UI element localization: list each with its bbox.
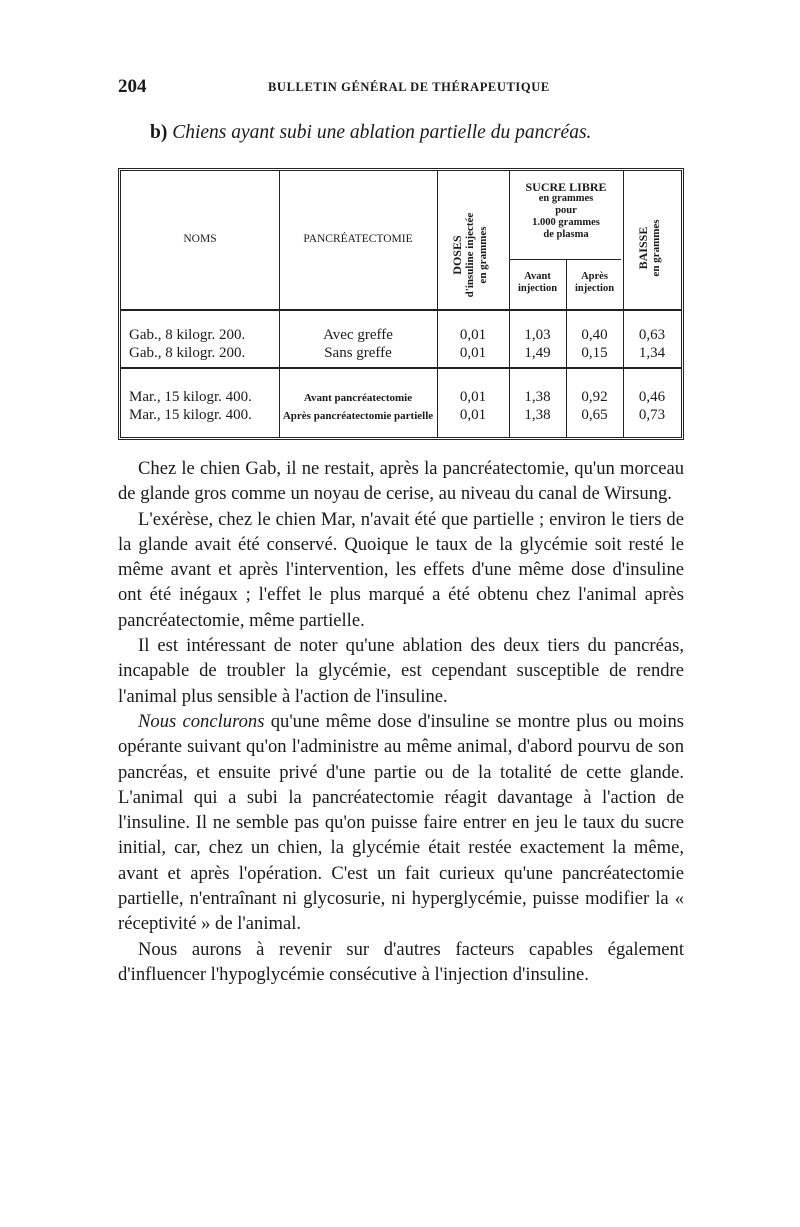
paragraph: Nous aurons à revenir sur d'autres facteurs capables également d'influencer l'hypoglycémie consécutive à l'injection d'insuline. [118, 938, 684, 985]
header-doses: DOSES d'insuline injectée en grammes [450, 212, 489, 298]
header-avant: Avant injection [517, 271, 558, 294]
row-apres: 0,40 [581, 327, 608, 343]
running-head: BULLETIN GÉNÉRAL DE THÉRAPEUTIQUE [268, 80, 550, 94]
row-pancreatectomie: Sans greffe [324, 345, 392, 361]
section-letter: b) [150, 122, 168, 143]
row-dose: 0,01 [459, 327, 487, 343]
row-baisse: 1,34 [638, 345, 666, 361]
group-rule [121, 367, 681, 369]
row-nom: Gab., 8 kilogr. 200. [129, 327, 246, 343]
row-apres: 0,92 [581, 389, 608, 405]
row-apres: 0,65 [581, 407, 608, 423]
row-avant: 1,38 [524, 389, 551, 405]
row-pancreatectomie: Avec greffe [323, 327, 393, 343]
header-rule [121, 309, 681, 311]
row-nom: Mar., 15 kilogr. 400. [129, 389, 252, 405]
header-apres: Après injection [574, 271, 615, 294]
row-dose: 0,01 [459, 389, 487, 405]
page-number: 204 [118, 76, 147, 97]
row-baisse: 0,63 [638, 327, 666, 343]
row-avant: 1,03 [524, 327, 551, 343]
row-pancreatectomie: Avant pancréatectomie [303, 392, 413, 404]
emphasis: Nous conclurons [138, 710, 265, 732]
paragraph: L'exérèse, chez le chien Mar, n'avait été que partielle ; environ le tiers de la glande avait été conservé. Quoique le taux de la glycémie soit resté le même avant et après l'intervention, les effets d'une même dose d'insuline ont été inégaux ; l'effet le plus marqué a été obtenu chez l'animal après pancréatectomie, même partielle. [118, 508, 684, 631]
section-title [150, 122, 591, 144]
paragraph-rest: qu'une même dose d'insuline se montre plus ou moins opérante suivant qu'on l'administre au même animal, d'abord pourvu de son pancréas, et ensuite privé d'une partie ou de la totalité de cette glande. L'animal qui a subi la pancréatectomie réagit davantage à l'action de l'insuline. Il ne semble pas qu'on puisse faire entrer en jeu le taux du sucre initial, car, chez un chien, la glycémie était restée exactement la même, avant et après l'opération. C'est un fait curieux qu'une pancréatectomie partielle, n'entraînant ni glycosurie, ni hyperglycémie, puisse modifier la « réceptivité » de l'animal. [118, 710, 684, 935]
row-pancreatectomie: Après pancréatectomie partielle [282, 410, 434, 422]
header-baisse: BAISSE en grammes [636, 219, 662, 277]
row-dose: 0,01 [459, 345, 487, 361]
results-table [118, 168, 684, 440]
header-pancreatectomie: PANCRÉATECTOMIE [303, 233, 413, 245]
row-avant: 1,38 [524, 407, 551, 423]
paragraph: Chez le chien Gab, il ne restait, après la pancréatectomie, qu'un morceau de glande gros comme un noyau de cerise, au niveau du canal de Wirsung. [118, 458, 684, 505]
header-noms: NOMS [183, 233, 217, 245]
paragraph: Il est intéressant de noter qu'une ablation des deux tiers du pancréas, incapable de troubler la glycémie, est cependant susceptible de rendre l'animal plus sensible à l'action de l'insuline. [118, 635, 684, 707]
row-baisse: 0,73 [638, 407, 666, 423]
row-dose: 0,01 [459, 407, 487, 423]
row-baisse: 0,46 [638, 389, 666, 405]
header-sucre-libre: SUCRE LIBRE en grammes pour 1.000 grammes de plasma [525, 180, 607, 240]
row-nom: Gab., 8 kilogr. 200. [129, 345, 246, 361]
section-title-text: Chiens ayant subi une ablation partielle du pancréas. [172, 122, 592, 143]
subheader-rule [509, 259, 621, 260]
paragraph [118, 709, 684, 937]
row-avant: 1,49 [524, 345, 551, 361]
body-text [118, 456, 684, 987]
row-nom: Mar., 15 kilogr. 400. [129, 407, 252, 423]
row-apres: 0,15 [581, 345, 608, 361]
